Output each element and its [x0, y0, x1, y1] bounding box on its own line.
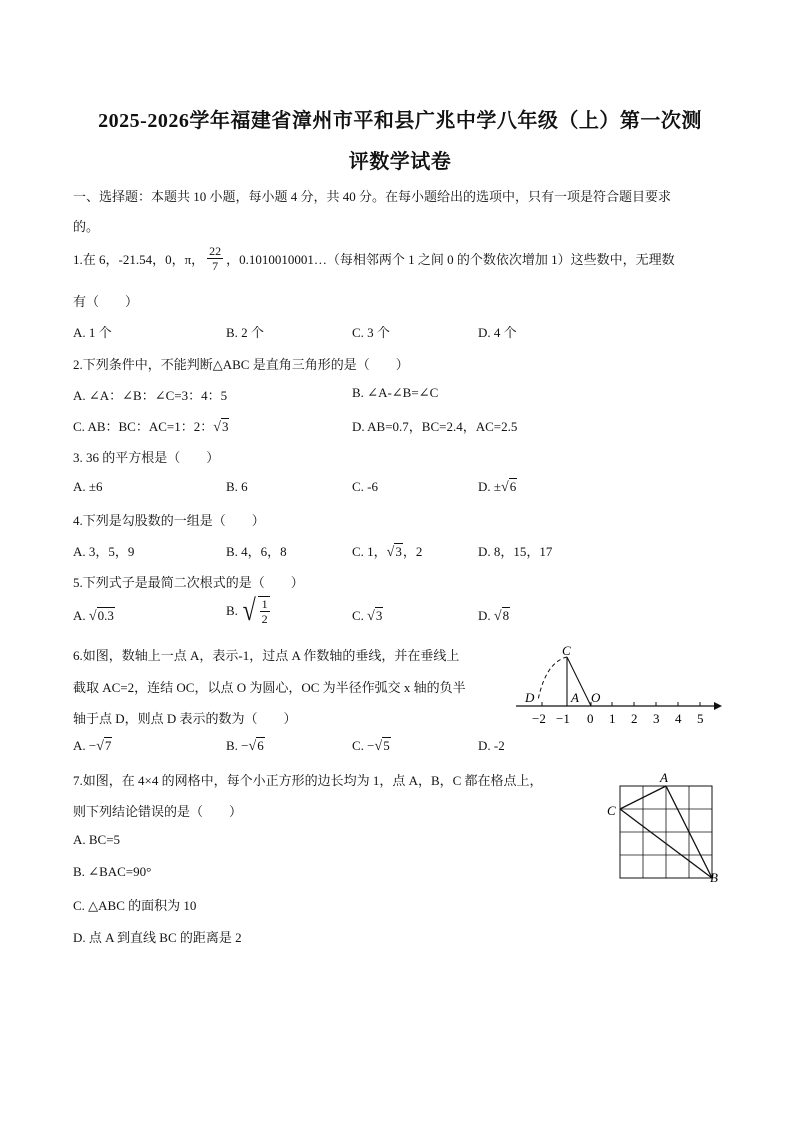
q2-option-a[interactable]: A. ∠A：∠B：∠C=3：4：5	[73, 388, 228, 403]
q7-stem: 7.如图，在 4×4 的网格中，每个小正方形的边长均为 1，点 A，B，C 都在格点上，	[73, 773, 543, 788]
q6-option-b-radicand: 6	[257, 738, 264, 753]
q7-option-c[interactable]: C. △ABC 的面积为 10	[73, 898, 197, 913]
section-heading-line2: 的。	[73, 219, 100, 234]
sqrt-symbol: √ $\frac{1}{2}$	[242, 594, 268, 627]
q1-stem-before: 1.在 6，-21.54，0，π，	[73, 252, 205, 267]
q2-option-d[interactable]: D. AB=0.7，BC=2.4，AC=2.5	[352, 419, 518, 434]
q1-stem-after: ，0.1010010001…（每相邻两个 1 之间 0 的个数依次增加 1）这些数中，无理数	[226, 252, 675, 267]
q2-stem: 2.下列条件中，不能判断△ABC 是直角三角形的是（ ）	[73, 357, 409, 372]
q1-frac-den: 7	[212, 259, 219, 273]
q6-stem: 6.如图，数轴上一点 A，表示-1，过点 A 作数轴的垂线，并在垂线上	[73, 648, 460, 663]
q6-option-d[interactable]: D. -2	[478, 738, 505, 753]
q6-option-a-radicand: 7	[104, 738, 112, 753]
q1-fraction	[207, 244, 223, 273]
tick-label-0: 0	[587, 711, 594, 726]
sqrt-symbol: √8	[493, 608, 510, 624]
q5-option-c-radicand: 3	[375, 608, 383, 623]
q6-option-c-radicand: 5	[383, 738, 390, 753]
q5-option-c[interactable]	[352, 608, 383, 625]
q5-option-d-text: D.	[478, 608, 491, 623]
q2-option-c[interactable]	[73, 416, 229, 436]
q4-stem: 4.下列是勾股数的一组是（ ）	[73, 513, 265, 528]
q4-option-c-post: ，2	[402, 544, 423, 559]
q1-stem	[73, 244, 675, 273]
label-c: C	[562, 643, 571, 658]
q2-option-c-text: C. AB：BC：AC=1：2：	[73, 419, 214, 434]
label-b: B	[710, 870, 718, 885]
q1-option-a[interactable]: A. 1 个	[73, 325, 112, 340]
label-a: A	[660, 770, 668, 785]
q3-stem: 3. 36 的平方根是（ ）	[73, 450, 220, 465]
q3-option-a[interactable]: A. ±6	[73, 479, 103, 494]
x-axis-arrow	[714, 702, 722, 710]
q5-option-b-num: 1	[261, 597, 268, 611]
sqrt-symbol: √6	[248, 738, 264, 754]
q7-grid-figure	[600, 770, 730, 885]
q1-frac-num: 22	[209, 244, 222, 258]
q6-stem-line3: 轴于点 D，则点 D 表示的数为（ ）	[73, 711, 297, 726]
tick-label-1: 1	[609, 711, 616, 726]
q3-option-d-radicand: 6	[509, 479, 517, 494]
sqrt-symbol: √5	[374, 738, 390, 754]
q5-option-b[interactable]	[226, 596, 270, 626]
q1-option-b[interactable]: B. 2 个	[226, 325, 264, 340]
q5-option-b-den: 2	[261, 612, 268, 626]
q6-option-c[interactable]: C. −√5	[352, 738, 390, 754]
sqrt-symbol: √3	[213, 419, 229, 435]
label-o: O	[591, 690, 601, 705]
label-d: D	[525, 690, 535, 705]
q1-stem-line2: 有（ ）	[73, 294, 139, 309]
q4-option-c-radicand: 3	[395, 544, 402, 559]
q6-option-c-text: C.	[352, 738, 364, 753]
q6-number-line-figure	[512, 640, 727, 735]
q7-stem-line2: 则下列结论错误的是（ ）	[73, 804, 243, 819]
q1-option-c[interactable]: C. 3 个	[352, 325, 390, 340]
q4-option-c-text: C. 1，	[352, 544, 387, 559]
q5-option-a-radicand: 0.3	[97, 608, 114, 623]
q5-option-b-fraction	[260, 597, 270, 626]
dashed-arc	[538, 657, 567, 700]
q4-option-a[interactable]: A. 3，5，9	[73, 544, 135, 559]
label-c: C	[607, 803, 616, 818]
q3-option-d-text: D. ±	[478, 479, 502, 494]
sqrt-symbol: √3	[386, 544, 402, 560]
q6-stem-line2: 截取 AC=2，连结 OC，以点 O 为圆心，OC 为半径作弧交 x 轴的负半	[73, 680, 466, 695]
sqrt-symbol: √0.3	[88, 608, 114, 624]
sqrt-symbol: √6	[501, 479, 517, 495]
page-title: 2025-2026学年福建省漳州市平和县广兆中学八年级（上）第一次测	[98, 110, 702, 132]
q6-option-b-text: B.	[226, 738, 238, 753]
q3-option-c[interactable]: C. -6	[352, 479, 378, 494]
q5-option-a-text: A.	[73, 608, 86, 623]
q4-option-d[interactable]: D. 8，15，17	[478, 544, 553, 559]
tick-label-m1: −1	[556, 711, 570, 726]
sqrt-symbol: √7	[96, 738, 112, 754]
sqrt-symbol: √3	[367, 608, 383, 624]
label-a: A	[571, 690, 579, 705]
q7-option-a[interactable]: A. BC=5	[73, 832, 121, 847]
tick-label-2: 2	[631, 711, 638, 726]
q7-option-d[interactable]: D. 点 A 到直线 BC 的距离是 2	[73, 930, 242, 945]
q6-option-b[interactable]: B. −√6	[226, 738, 264, 754]
q7-option-b[interactable]: B. ∠BAC=90°	[73, 864, 152, 879]
page-title-line2: 评数学试卷	[348, 151, 452, 173]
q5-option-d-radicand: 8	[502, 608, 510, 623]
q5-option-b-text: B.	[226, 603, 238, 618]
q5-stem: 5.下列式子是最简二次根式的是（ ）	[73, 575, 304, 590]
q3-option-b[interactable]: B. 6	[226, 479, 248, 494]
q4-option-b[interactable]: B. 4，6，8	[226, 544, 287, 559]
q6-option-a-text: A.	[73, 738, 86, 753]
q5-option-d[interactable]	[478, 608, 510, 625]
q1-option-d[interactable]: D. 4 个	[478, 325, 517, 340]
q4-option-c[interactable]	[352, 541, 422, 561]
q5-option-a[interactable]	[73, 608, 115, 625]
section-heading: 一、选择题：本题共 10 小题，每小题 4 分，共 40 分。在每小题给出的选项中，只有一项是符合题目要求	[73, 189, 672, 204]
q2-option-b[interactable]: B. ∠A-∠B=∠C	[352, 385, 439, 400]
tick-label-m2: −2	[532, 711, 546, 726]
q5-option-c-text: C.	[352, 608, 364, 623]
tick-label-5: 5	[697, 711, 704, 726]
q3-option-d[interactable]	[478, 479, 517, 496]
q6-option-a[interactable]: A. −√7	[73, 738, 112, 754]
tick-label-3: 3	[653, 711, 660, 726]
tick-label-4: 4	[675, 711, 682, 726]
q2-option-c-radicand: 3	[221, 419, 229, 434]
